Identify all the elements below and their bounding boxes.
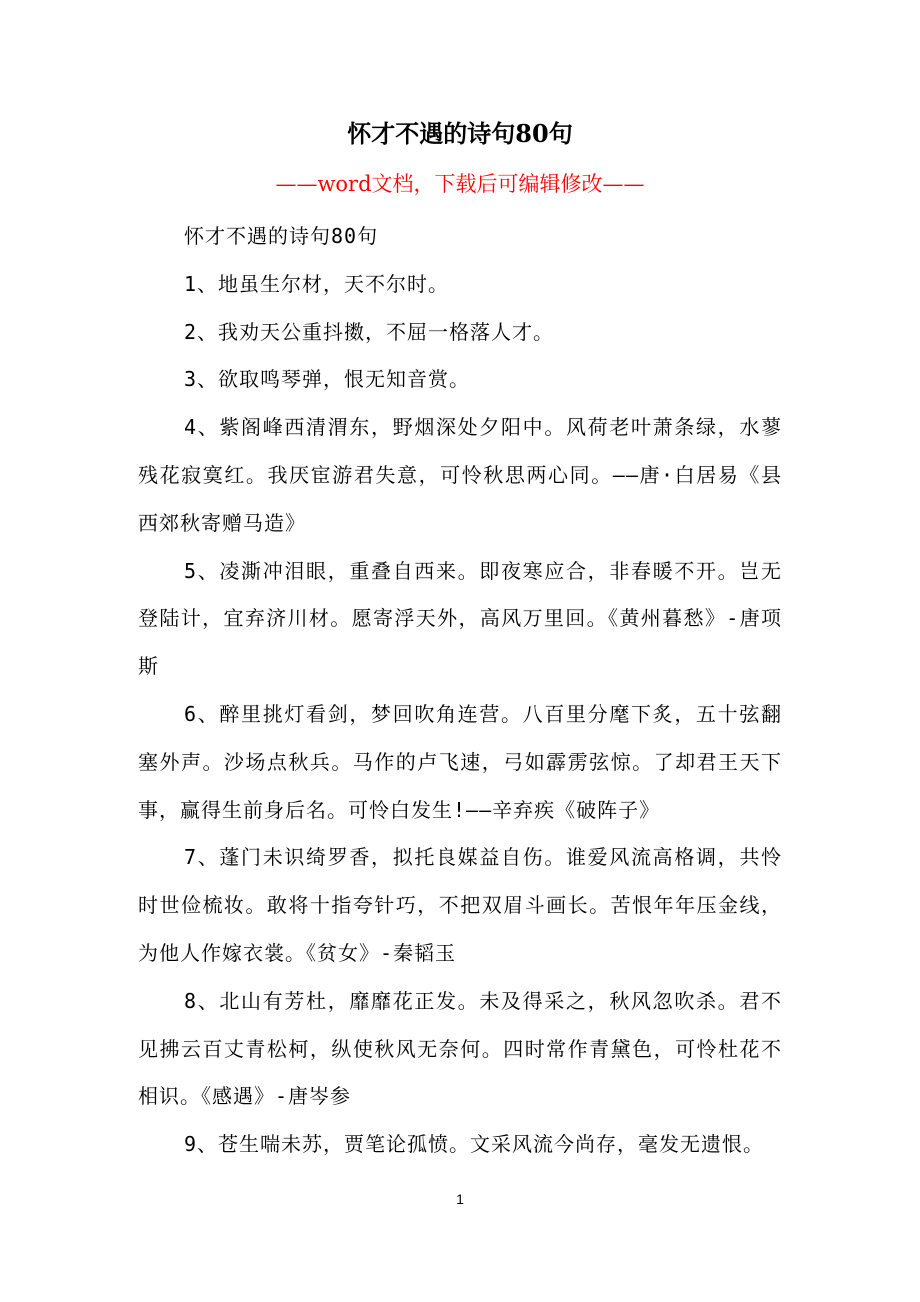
document-body [138, 213, 782, 1169]
poem-line-5: 5、凌澌冲泪眼，重叠自西来。即夜寒应合，非春暖不开。岂无登陆计，宜弃济川材。愿寄浮天外，高风万里回。《黄州暮愁》-唐项斯 [138, 558, 782, 679]
poem-line-6: 6、醉里挑灯看剑，梦回吹角连营。八百里分麾下炙，五十弦翻塞外声。沙场点秋兵。马作的卢飞速，弓如霹雳弦惊。了却君王天下事，赢得生前身后名。可怜白发生!——辛弃疾《破阵子》 [138, 701, 782, 822]
poem-line-4: 4、紫阁峰西清渭东，野烟深处夕阳中。风荷老叶萧条绿，水蓼残花寂寞红。我厌宦游君失意，可怜秋思两心同。——唐·白居易《县西郊秋寄赠马造》 [138, 415, 782, 535]
page-number: 1 [456, 1191, 464, 1207]
poem-line-8: 8、北山有芳杜，靡靡花正发。未及得采之，秋风忽吹杀。君不见拂云百丈青松柯，纵使秋风无奈何。四时常作青黛色，可怜杜花不相识。《感遇》-唐岑参 [138, 988, 782, 1109]
paragraph-heading: 怀才不遇的诗句80句 [184, 224, 379, 248]
poem-line-9: 9、苍生喘未苏，贾笔论孤愤。文采风流今尚存，毫发无遗恨。 [184, 1132, 765, 1157]
poem-line-2: 2、我劝天公重抖擞，不屈一格落人才。 [184, 319, 555, 344]
document-subtitle: ——word文档，下载后可编辑修改—— [275, 172, 645, 196]
poem-line-1: 1、地虽生尔材，天不尔时。 [184, 271, 450, 296]
document-title: 怀才不遇的诗句80句 [347, 119, 573, 148]
poem-line-3: 3、欲取鸣琴弹，恨无知音赏。 [184, 367, 471, 392]
poem-line-7: 7、蓬门未识绮罗香，拟托良媒益自伤。谁爱风流高格调，共怜时世俭梳妆。敢将十指夸针巧，不把双眉斗画长。苦恨年年压金线，为他人作嫁衣裳。《贫女》-秦韬玉 [138, 845, 782, 965]
